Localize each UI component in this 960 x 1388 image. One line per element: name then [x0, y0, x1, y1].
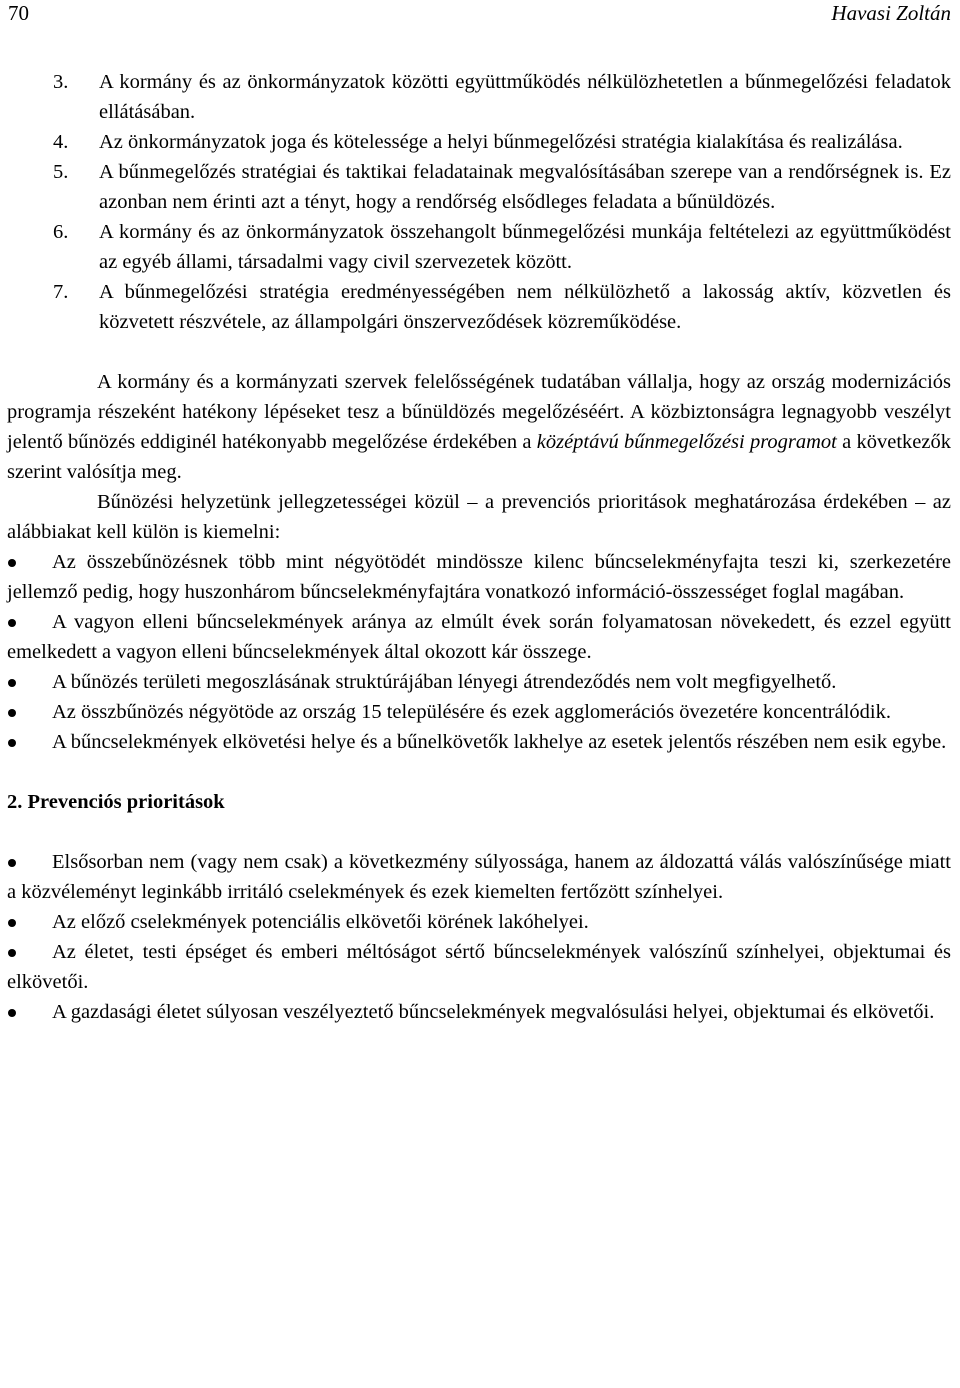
list-text: Elsősorban nem (vagy nem csak) a következmény súlyossága, hanem az áldozattá válás valószínűsége miatt a közvéleményt leginkább irritáló cselekmények és ezek kiemelten fertőzött színhelyei. [7, 851, 951, 903]
list-text: A gazdasági életet súlyosan veszélyeztető bűncselekmények megvalósulási helyei, objektumai és elkövetői. [52, 1001, 935, 1023]
running-author: Havasi Zoltán [831, 1, 951, 25]
bullet-icon [8, 1009, 16, 1017]
list-number: 5. [53, 161, 69, 183]
bullet-icon [8, 619, 16, 627]
list-text: Az összbűnözés négyötöde az ország 15 településére és ezek agglomerációs övezetére koncentrálódik. [52, 701, 891, 723]
list-item [7, 697, 951, 727]
list-item [7, 607, 951, 667]
list-number: 6. [53, 221, 69, 243]
list-number: 3. [53, 71, 69, 93]
list-item [7, 277, 951, 337]
list-number: 7. [53, 281, 69, 303]
list-item [7, 217, 951, 277]
paragraph-text: A kormány és a kormányzati szervek felelősségének tudatában vállalja, hogy az ország modernizációs programja részeként hatékony lépéseket tesz a bűnüldözés megelőzéséért. A közbiztonságra legnagyobb veszélyt jelentő bűnözés eddiginél hatékonyabb megelőzése érdekében a [7, 371, 951, 453]
bullet-list [7, 547, 951, 757]
list-text: A kormány és az önkormányzatok közötti együttműködés nélkülözhetetlen a bűnmegelőzési feladatok ellátásában. [99, 71, 951, 123]
list-item [7, 907, 951, 937]
bullet-icon [8, 919, 16, 927]
bullet-list [7, 847, 951, 1027]
bullet-icon [8, 859, 16, 867]
list-text: A bűncselekmények elkövetési helye és a bűnelkövetők lakhelye az esetek jelentős részében nem esik egybe. [52, 731, 947, 753]
list-item [7, 847, 951, 907]
list-text: A vagyon elleni bűncselekmények aránya az elmúlt évek során folyamatosan növekedett, és ezzel együtt emelkedett a vagyon elleni bűncselekmények által okozott kár összege. [7, 611, 951, 663]
list-text: Az előző cselekmények potenciális elkövetői körének lakóhelyei. [52, 911, 589, 933]
list-item [7, 67, 951, 127]
section-heading: 2. Prevenciós prioritások [7, 791, 225, 813]
list-text: A kormány és az önkormányzatok összehangolt bűnmegelőzési munkája feltételezi az együttműködést az egyéb állami, társadalmi vagy civil szervezetek között. [99, 221, 951, 273]
list-item [7, 727, 951, 757]
list-text: A bűnözés területi megoszlásának struktúrájában lényegi átrendeződés nem volt megfigyelhető. [52, 671, 837, 693]
list-number: 4. [53, 131, 69, 153]
list-item [7, 937, 951, 997]
page-body [7, 67, 951, 1027]
paragraph: Bűnözési helyzetünk jellegzetességei közül – a prevenciós prioritások meghatározása érdekében – az alábbiakat kell külön is kiemelni: [7, 491, 951, 543]
bullet-icon [8, 949, 16, 957]
list-item [7, 127, 951, 157]
list-text: Az életet, testi épséget és emberi méltóságot sértő bűncselekmények valószínű színhelyei, objektumai és elkövetői. [7, 941, 951, 993]
list-text: Az önkormányzatok joga és kötelessége a helyi bűnmegelőzési stratégia kialakítása és realizálása. [99, 131, 903, 153]
list-item [7, 547, 951, 607]
bullet-icon [8, 679, 16, 687]
bullet-icon [8, 559, 16, 567]
paragraph-text: a következők szerint valósítja meg. [7, 431, 952, 483]
list-item [7, 997, 951, 1027]
list-item [7, 667, 951, 697]
italic-phrase: középtávú bűnmegelőzési programot [536, 431, 837, 453]
bullet-icon [8, 709, 16, 717]
page-header [8, 0, 951, 30]
bullet-icon [8, 739, 16, 747]
page-number: 70 [8, 1, 29, 25]
list-text: A bűnmegelőzés stratégiai és taktikai feladatainak megvalósításában szerepe van a rendőrségnek is. Ez azonban nem érinti azt a tényt, hogy a rendőrség elsődleges feladata a bűnüldözés. [99, 161, 951, 213]
list-item [7, 157, 951, 217]
list-text: A bűnmegelőzési stratégia eredményességében nem nélkülözhető a lakosság aktív, közvetlen és közvetett részvétele, az állampolgári önszerveződések közreműködése. [99, 281, 951, 333]
numbered-list [7, 67, 951, 337]
paragraph [7, 367, 951, 487]
list-text: Az összebűnözésnek több mint négyötödét mindössze kilenc bűncselekményfajta teszi ki, szerkezetére jellemző pedig, hogy huszonhárom bűncselekményfajtára vonatkozó információ-összességet foglal magában. [7, 551, 951, 603]
